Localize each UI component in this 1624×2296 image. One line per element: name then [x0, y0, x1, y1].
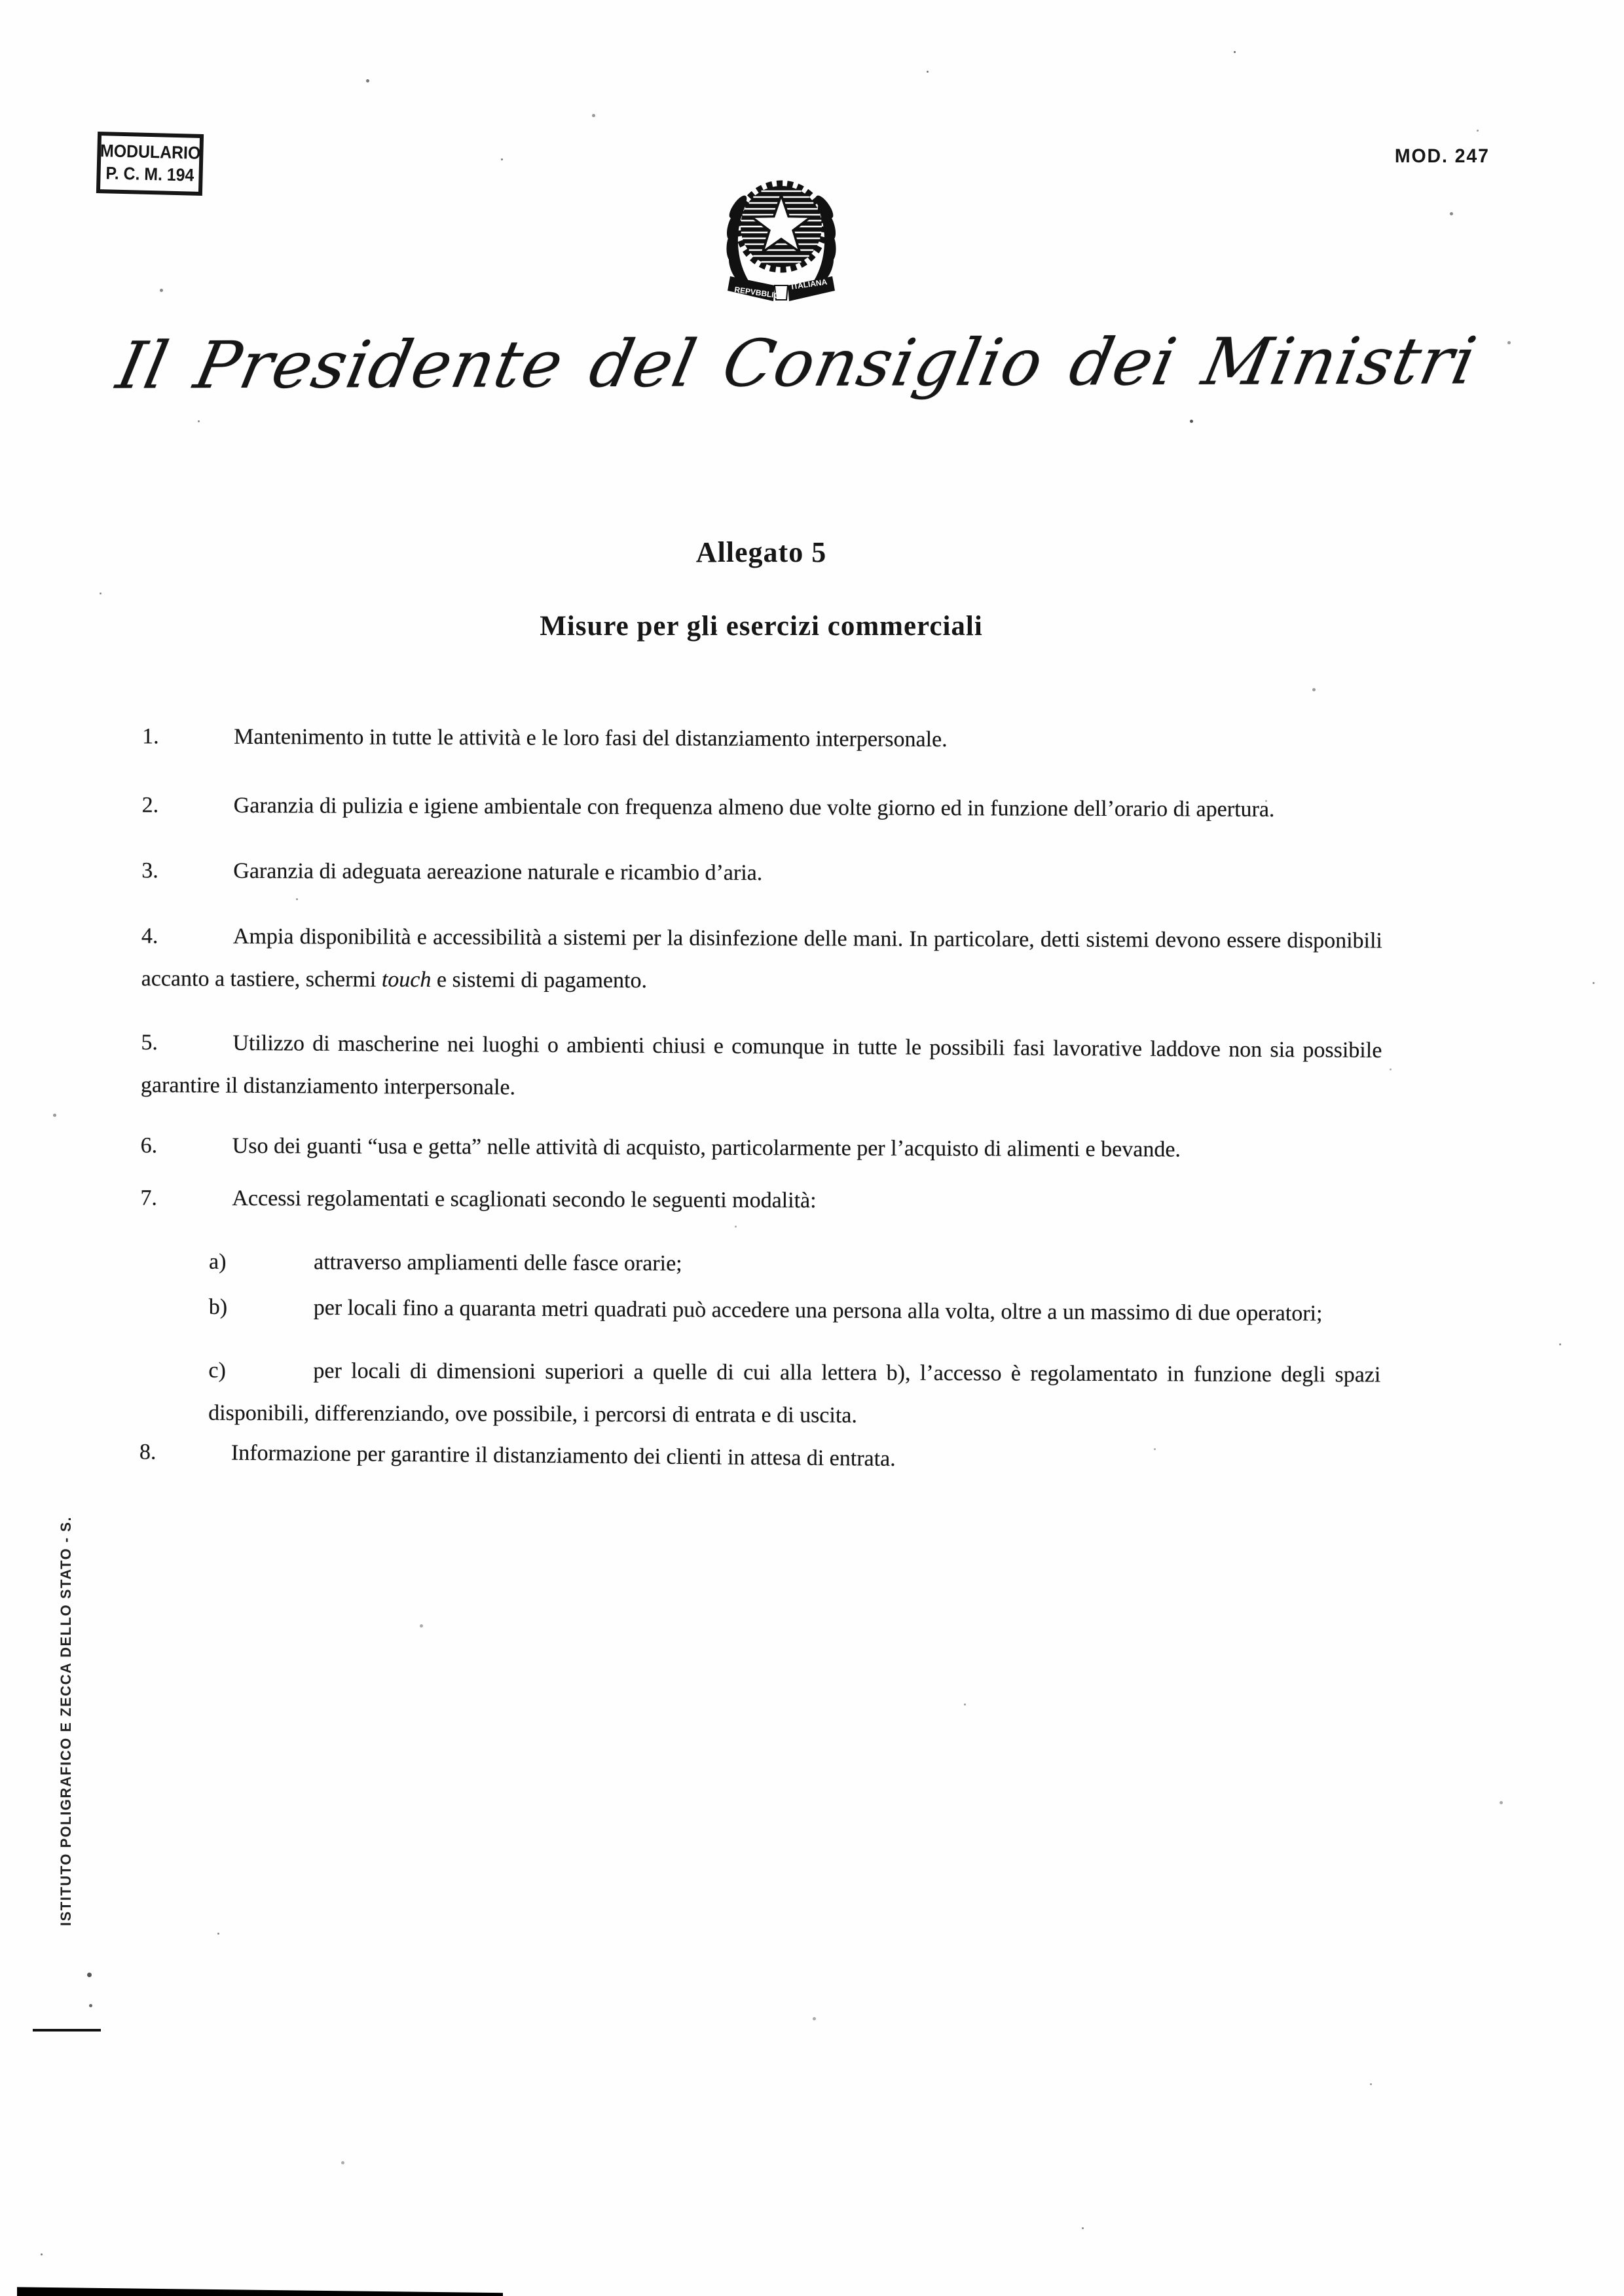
- subitem-letter: b): [208, 1294, 228, 1320]
- modulario-stamp-line1: MODULARIO: [100, 141, 201, 164]
- list-item-5: [141, 1021, 1382, 1114]
- item-text-italic: touch: [381, 967, 432, 993]
- item-text: Garanzia di adeguata aereazione naturale e ricambio d’aria.: [233, 858, 763, 886]
- item-text: Ampia disponibilità e accessibilità a sistemi per la disinfezione delle mani. In particolare, detti sistemi devono essere disponibili accanto a tastiere, schermi: [141, 924, 1383, 992]
- document-body: [139, 715, 1383, 1481]
- item-text: e sistemi di pagamento.: [431, 968, 648, 993]
- item-text: Garanzia di pulizia e igiene ambientale con frequenza almeno due volte giorno ed in funzione dell’orario di apertura.: [233, 793, 1275, 822]
- item-number: 3.: [141, 858, 158, 883]
- item-number: 2.: [141, 793, 159, 818]
- item-number: 5.: [141, 1030, 158, 1055]
- item-number: 8.: [139, 1440, 157, 1465]
- italy-republic-emblem-icon: [712, 161, 851, 314]
- printer-imprint-vertical: ISTITUTO POLIGRAFICO E ZECCA DELLO STATO - S.: [58, 1516, 74, 1926]
- item-number: 1.: [142, 724, 159, 749]
- emblem-banner-left-text: REPVBBLICA: [733, 285, 786, 301]
- list-item-7: [140, 1176, 1381, 1224]
- letterhead-script-title: Il Presidente del Consiglio dei Ministri: [111, 323, 1484, 404]
- item-number: 4.: [141, 924, 158, 949]
- item-number: 6.: [140, 1133, 158, 1158]
- list-item-8: [139, 1430, 1381, 1484]
- modulario-stamp-line2: P. C. M. 194: [105, 163, 194, 185]
- list-item-2: [142, 784, 1383, 831]
- list-item-3: [141, 849, 1382, 896]
- sublist: [208, 1241, 1381, 1439]
- subitem-text: attraverso ampliamenti delle fasce orarie;: [313, 1250, 682, 1276]
- registration-mark: [33, 2029, 101, 2032]
- item-text: Informazione per garantire il distanziamento dei clienti in attesa di entrata.: [231, 1440, 896, 1471]
- item-text: Accessi regolamentati e scaglionati secondo le seguenti modalità:: [232, 1186, 817, 1213]
- list-item-4: [141, 915, 1382, 1004]
- item-text: Utilizzo di mascherine nei luoghi o ambienti chiusi e comunque in tutte le possibili fasi lavorative laddove non sia possibile garantire il distanziamento interpersonale.: [140, 1030, 1382, 1100]
- item-text: Uso dei guanti “usa e getta” nelle attività di acquisto, particolarmente per l’acquisto di alimenti e bevande.: [232, 1133, 1181, 1162]
- item-text: Mantenimento in tutte le attività e le loro fasi del distanziamento interpersonale.: [234, 724, 948, 752]
- sublist-item-c: [208, 1349, 1380, 1439]
- annex-title: Allegato 5: [695, 536, 827, 568]
- subitem-text: per locali fino a quaranta metri quadrati può accedere una persona alla volta, oltre a un massimo di due operatori;: [313, 1295, 1323, 1326]
- document-subtitle: Misure per gli esercizi commerciali: [540, 611, 983, 642]
- subitem-letter: a): [208, 1249, 227, 1274]
- subitem-text: per locali di dimensioni superiori a quelle di cui alla lettera b), l’accesso è regolamentato in funzione degli spazi disponibili, differenziando, ove possibile, i percorsi di entrata e di uscita.: [208, 1358, 1381, 1428]
- list-item-1: [142, 715, 1383, 762]
- item-number: 7.: [140, 1186, 157, 1211]
- scan-edge-artifact: [17, 2286, 503, 2296]
- subitem-letter: c): [208, 1358, 226, 1383]
- emblem-banner-right-text: ITALIANA: [790, 277, 828, 291]
- scan-noise: [0, 0, 2, 2]
- mod-reference: MOD. 247: [1394, 145, 1490, 167]
- list-item-6: [141, 1124, 1382, 1171]
- sublist-item-b: [209, 1286, 1381, 1336]
- modulario-stamp: [96, 132, 204, 196]
- sublist-item-a: [209, 1241, 1381, 1288]
